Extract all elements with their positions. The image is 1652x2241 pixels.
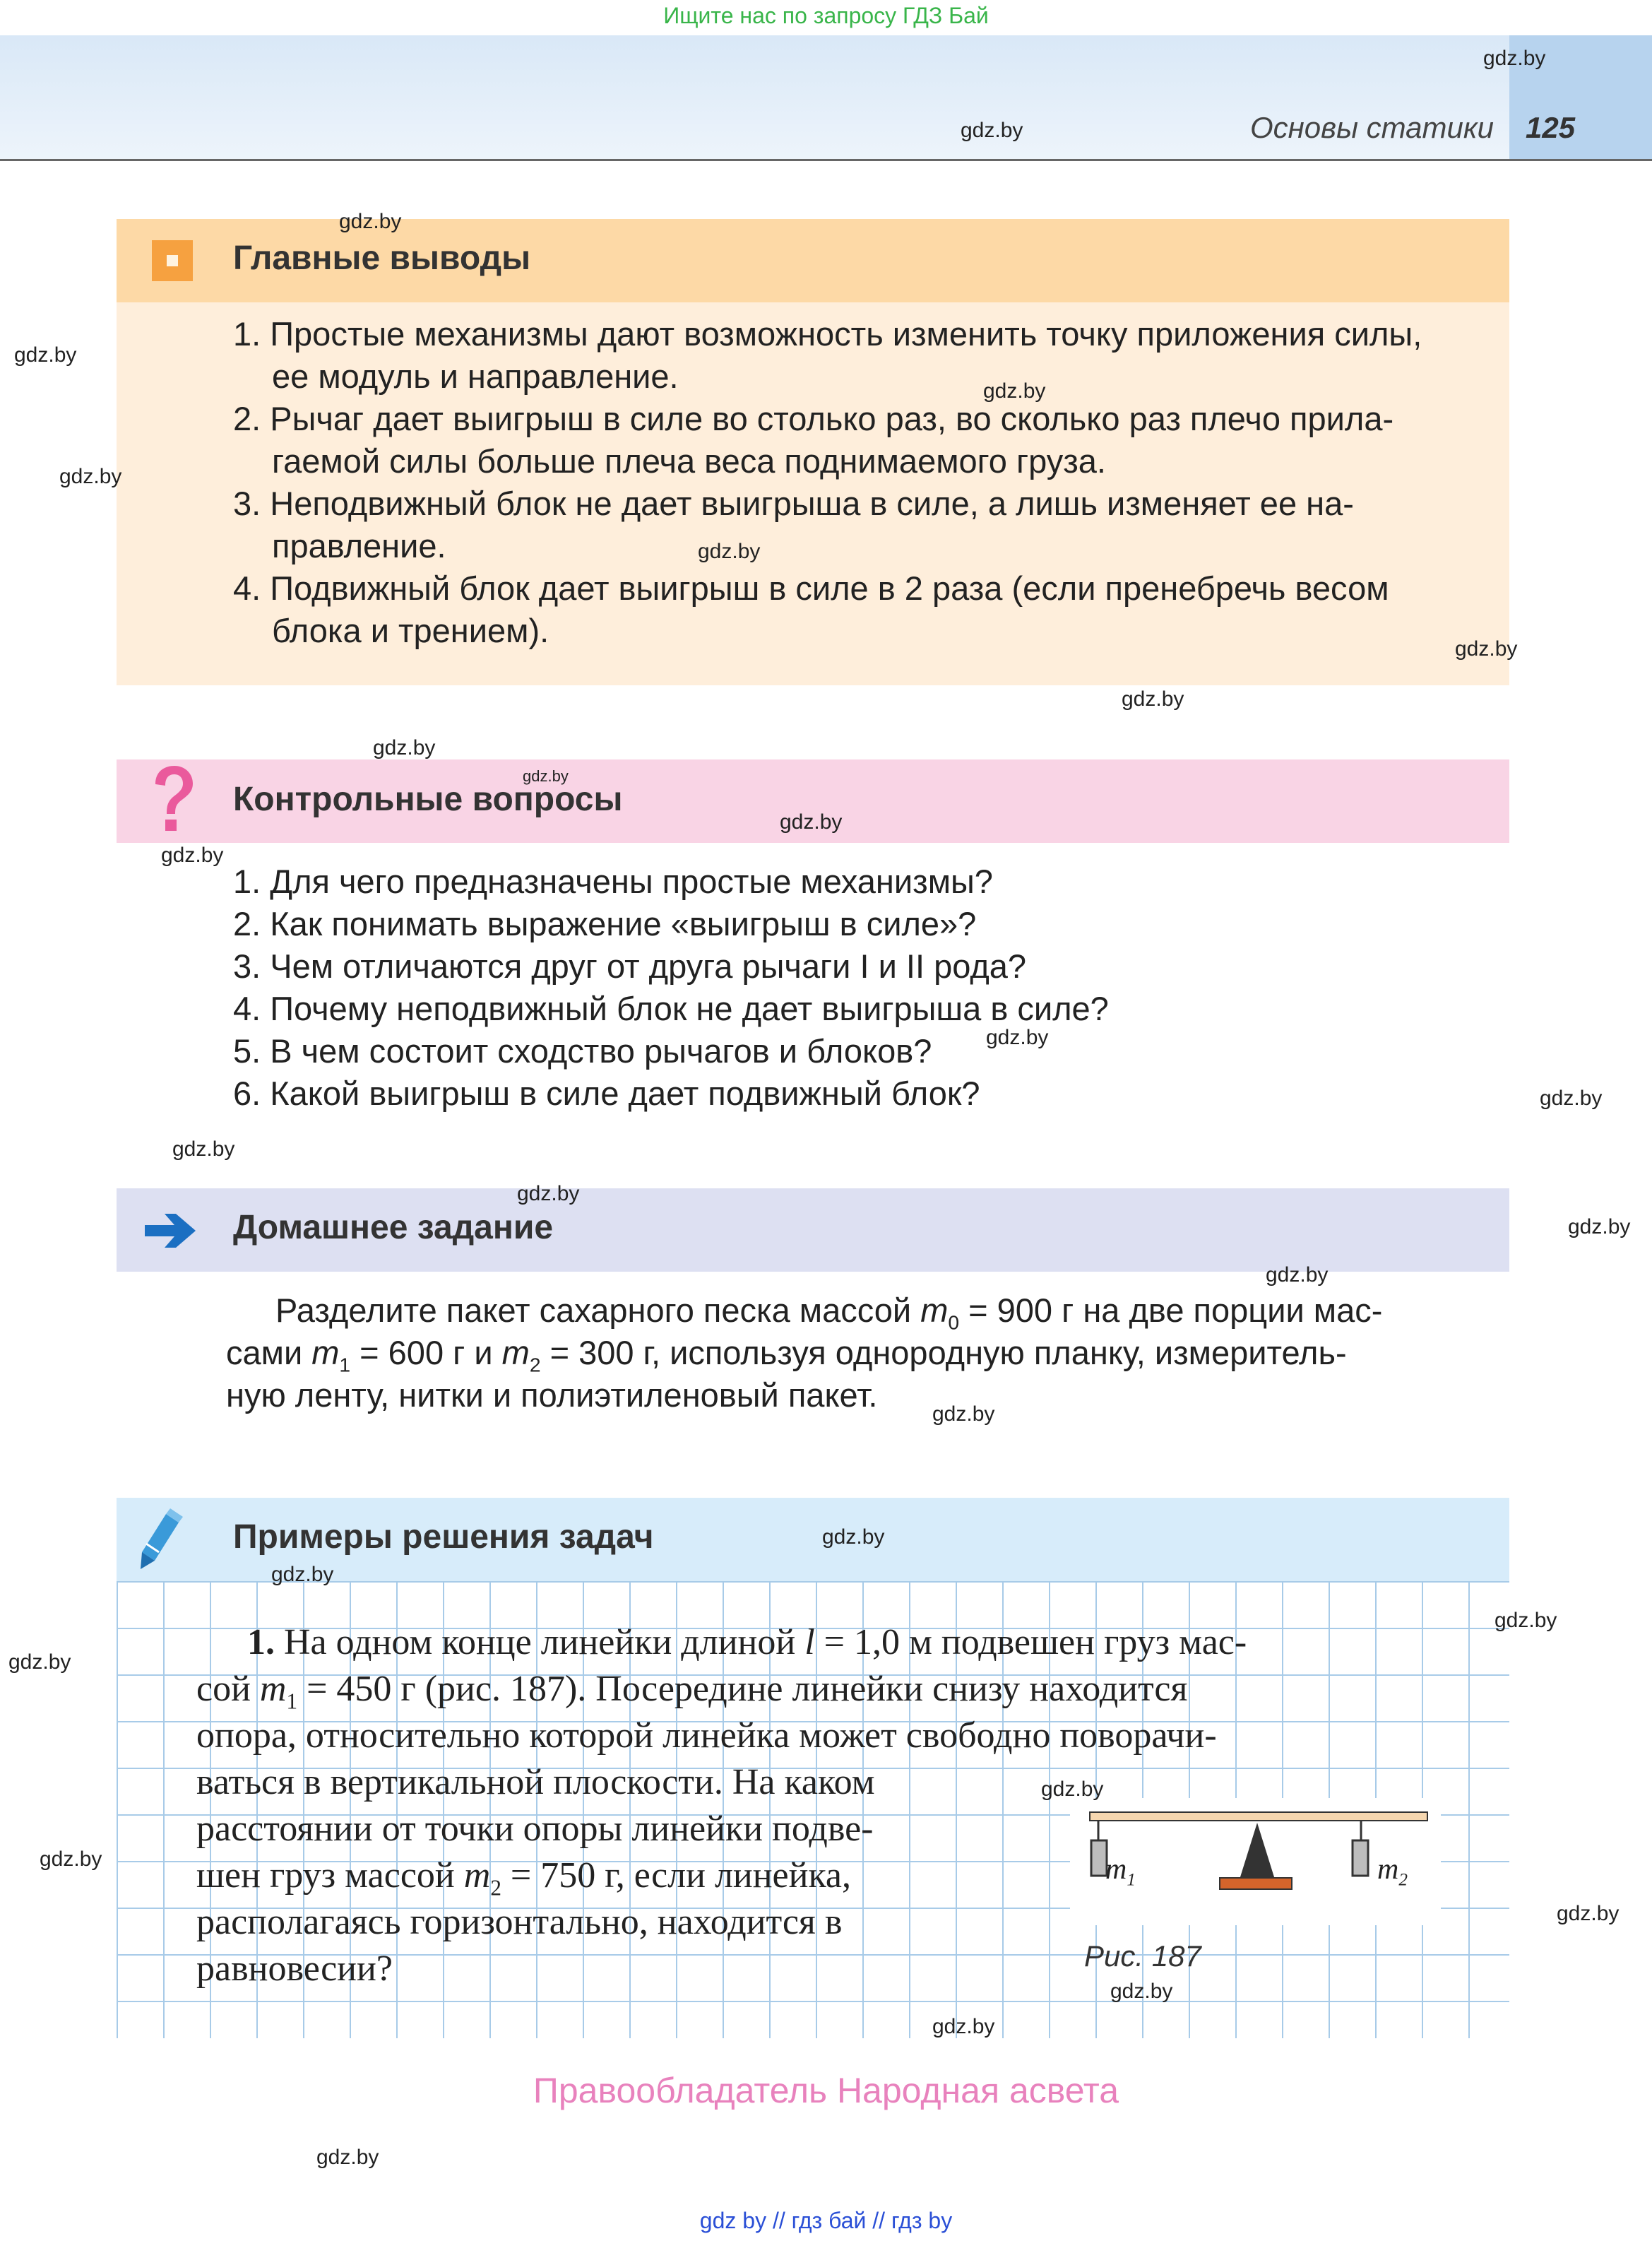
- question-item: 3. Чем отличаются друг от друга рычаги I и II рода?: [233, 947, 1027, 985]
- watermark: gdz.by: [1266, 1263, 1329, 1287]
- weight-m1: [1091, 1840, 1107, 1876]
- watermark: gdz.by: [698, 540, 761, 563]
- var-l: l: [804, 1622, 815, 1662]
- question-item: 6. Какой выигрыш в силе дает подвижный блок?: [233, 1075, 980, 1112]
- label-m2-var: m: [1377, 1853, 1399, 1886]
- homework-title: Домашнее задание: [233, 1209, 554, 1246]
- var-m: m: [920, 1291, 949, 1329]
- watermark: gdz.by: [339, 210, 402, 233]
- questions-title: Контрольные вопросы: [233, 781, 623, 818]
- var-sub: 2: [490, 1875, 501, 1900]
- problem-line: ваться в вертикальной плоскости. На каком: [196, 1762, 875, 1802]
- watermark: gdz.by: [271, 1563, 334, 1586]
- var-sub: 2: [529, 1353, 541, 1376]
- watermark: gdz.by: [172, 1137, 235, 1161]
- watermark: gdz.by: [14, 343, 77, 367]
- question-item: 5. В чем состоит сходство рычагов и блоков?: [233, 1032, 932, 1070]
- watermark: gdz.by: [523, 767, 569, 785]
- header-rule: [0, 159, 1652, 161]
- problem-text: сой: [196, 1669, 260, 1709]
- watermark: gdz.by: [1557, 1902, 1620, 1925]
- conclusion-line: гаемой силы больше плеча веса поднимаемого груза.: [272, 442, 1106, 480]
- ruler-bar: [1090, 1812, 1427, 1821]
- var-sub: 0: [948, 1311, 960, 1334]
- watermark: gdz.by: [1122, 687, 1184, 711]
- watermark: gdz.by: [1540, 1087, 1603, 1110]
- fulcrum-base: [1220, 1878, 1292, 1889]
- watermark: gdz.by: [59, 465, 122, 488]
- running-title: Основы статики: [1250, 111, 1494, 144]
- problem-line: [247, 1619, 1247, 1666]
- watermark: gdz.by: [1483, 47, 1546, 70]
- watermark: gdz.by: [8, 1650, 71, 1674]
- question-item: 2. Как понимать выражение «выигрыш в силе»?: [233, 905, 977, 942]
- homework-text: = 600 г и: [350, 1334, 502, 1371]
- watermark: gdz.by: [780, 810, 843, 834]
- problem-text: шен груз массой: [196, 1855, 464, 1896]
- question-item: 1. Для чего предназначены простые механизмы?: [233, 863, 993, 900]
- watermark: gdz.by: [373, 736, 436, 759]
- pencil-icon: [138, 1508, 187, 1575]
- watermark: gdz.by: [517, 1182, 580, 1205]
- question-mark-icon: [148, 763, 198, 841]
- problem-line: расстоянии от точки опоры линейки подве-: [196, 1809, 874, 1849]
- label-m1-sub: 1: [1127, 1870, 1136, 1890]
- watermark: gdz.by: [1455, 637, 1518, 661]
- problem-line: равновесии?: [196, 1949, 393, 1989]
- watermark: gdz.by: [1568, 1215, 1631, 1238]
- label-m2: [1377, 1852, 1408, 1890]
- weight-m2: [1353, 1840, 1368, 1876]
- watermark: gdz.by: [1110, 1980, 1173, 2003]
- label-m1: [1105, 1852, 1136, 1890]
- homework-text: = 300 г, используя однородную планку, измеритель-: [540, 1334, 1347, 1371]
- homework-text: сами: [226, 1334, 312, 1371]
- watermark: gdz.by: [983, 379, 1046, 403]
- watermark: gdz.by: [822, 1525, 885, 1549]
- problem-text: На одном конце линейки длиной: [275, 1622, 805, 1662]
- var-m: m: [259, 1669, 287, 1709]
- conclusion-line: 4. Подвижный блок дает выигрыш в силе в 2 раза (если пренебречь весом: [233, 569, 1389, 607]
- label-m1-var: m: [1105, 1853, 1127, 1886]
- figure-caption: Рис. 187: [1084, 1939, 1201, 1973]
- watermark: gdz.by: [40, 1847, 102, 1871]
- watermark: gdz.by: [1494, 1609, 1557, 1632]
- watermark: gdz.by: [1041, 1778, 1104, 1801]
- problem-text: = 750 г, если линейка,: [501, 1855, 852, 1896]
- watermark: gdz.by: [932, 2015, 995, 2038]
- watermark: gdz.by: [932, 1402, 995, 1426]
- examples-title: Примеры решения задач: [233, 1518, 654, 1556]
- conclusion-line: 3. Неподвижный блок не дает выигрыша в силе, а лишь изменяет ее на-: [233, 485, 1354, 522]
- conclusion-line: правление.: [272, 527, 446, 564]
- watermark: gdz.by: [961, 119, 1023, 142]
- copyright-notice: Правообладатель Народная асвета: [533, 2071, 1119, 2110]
- conclusions-square-icon: [152, 240, 193, 281]
- watermark: gdz.by: [986, 1026, 1049, 1049]
- problem-line: опора, относительно которой линейка может свободно поворачи-: [196, 1715, 1217, 1756]
- problem-line: располагаясь горизонтально, находится в: [196, 1902, 843, 1942]
- question-item: 4. Почему неподвижный блок не дает выигрыша в силе?: [233, 990, 1109, 1027]
- watermark: gdz.by: [161, 844, 224, 867]
- homework-line: ную ленту, нитки и полиэтиленовый пакет.: [226, 1376, 878, 1414]
- conclusion-line: ее модуль и направление.: [272, 357, 679, 395]
- problem-number: 1.: [247, 1622, 275, 1662]
- conclusion-line: 2. Рычаг дает выигрыш в силе во столько раз, во сколько раз плечо прила-: [233, 400, 1394, 437]
- var-m: m: [501, 1334, 530, 1371]
- conclusions-title: Главные выводы: [233, 240, 531, 277]
- problem-text: = 450 г (рис. 187). Посередине линейки снизу находится: [297, 1669, 1188, 1709]
- problem-text: = 1,0 м подвешен груз мас-: [814, 1622, 1247, 1662]
- label-m2-sub: 2: [1398, 1870, 1408, 1890]
- var-m: m: [311, 1334, 340, 1371]
- fulcrum: [1240, 1823, 1275, 1879]
- page-number: 125: [1526, 111, 1576, 144]
- conclusion-line: 1. Простые механизмы дают возможность изменить точку приложения силы,: [233, 315, 1422, 353]
- var-sub: 1: [339, 1353, 351, 1376]
- conclusion-line: блока и трением).: [272, 612, 549, 649]
- arrow-right-icon: [145, 1210, 201, 1255]
- homework-text: Разделите пакет сахарного песка массой: [275, 1291, 921, 1329]
- var-m: m: [463, 1855, 491, 1896]
- watermark: gdz.by: [316, 2146, 379, 2169]
- bottom-links[interactable]: gdz by // гдз бай // гдз by: [699, 2208, 953, 2233]
- top-search-banner[interactable]: Ищите нас по запросу ГДЗ Бай: [663, 3, 989, 28]
- var-sub: 1: [286, 1689, 298, 1714]
- homework-text: = 900 г на две порции мас-: [959, 1291, 1383, 1329]
